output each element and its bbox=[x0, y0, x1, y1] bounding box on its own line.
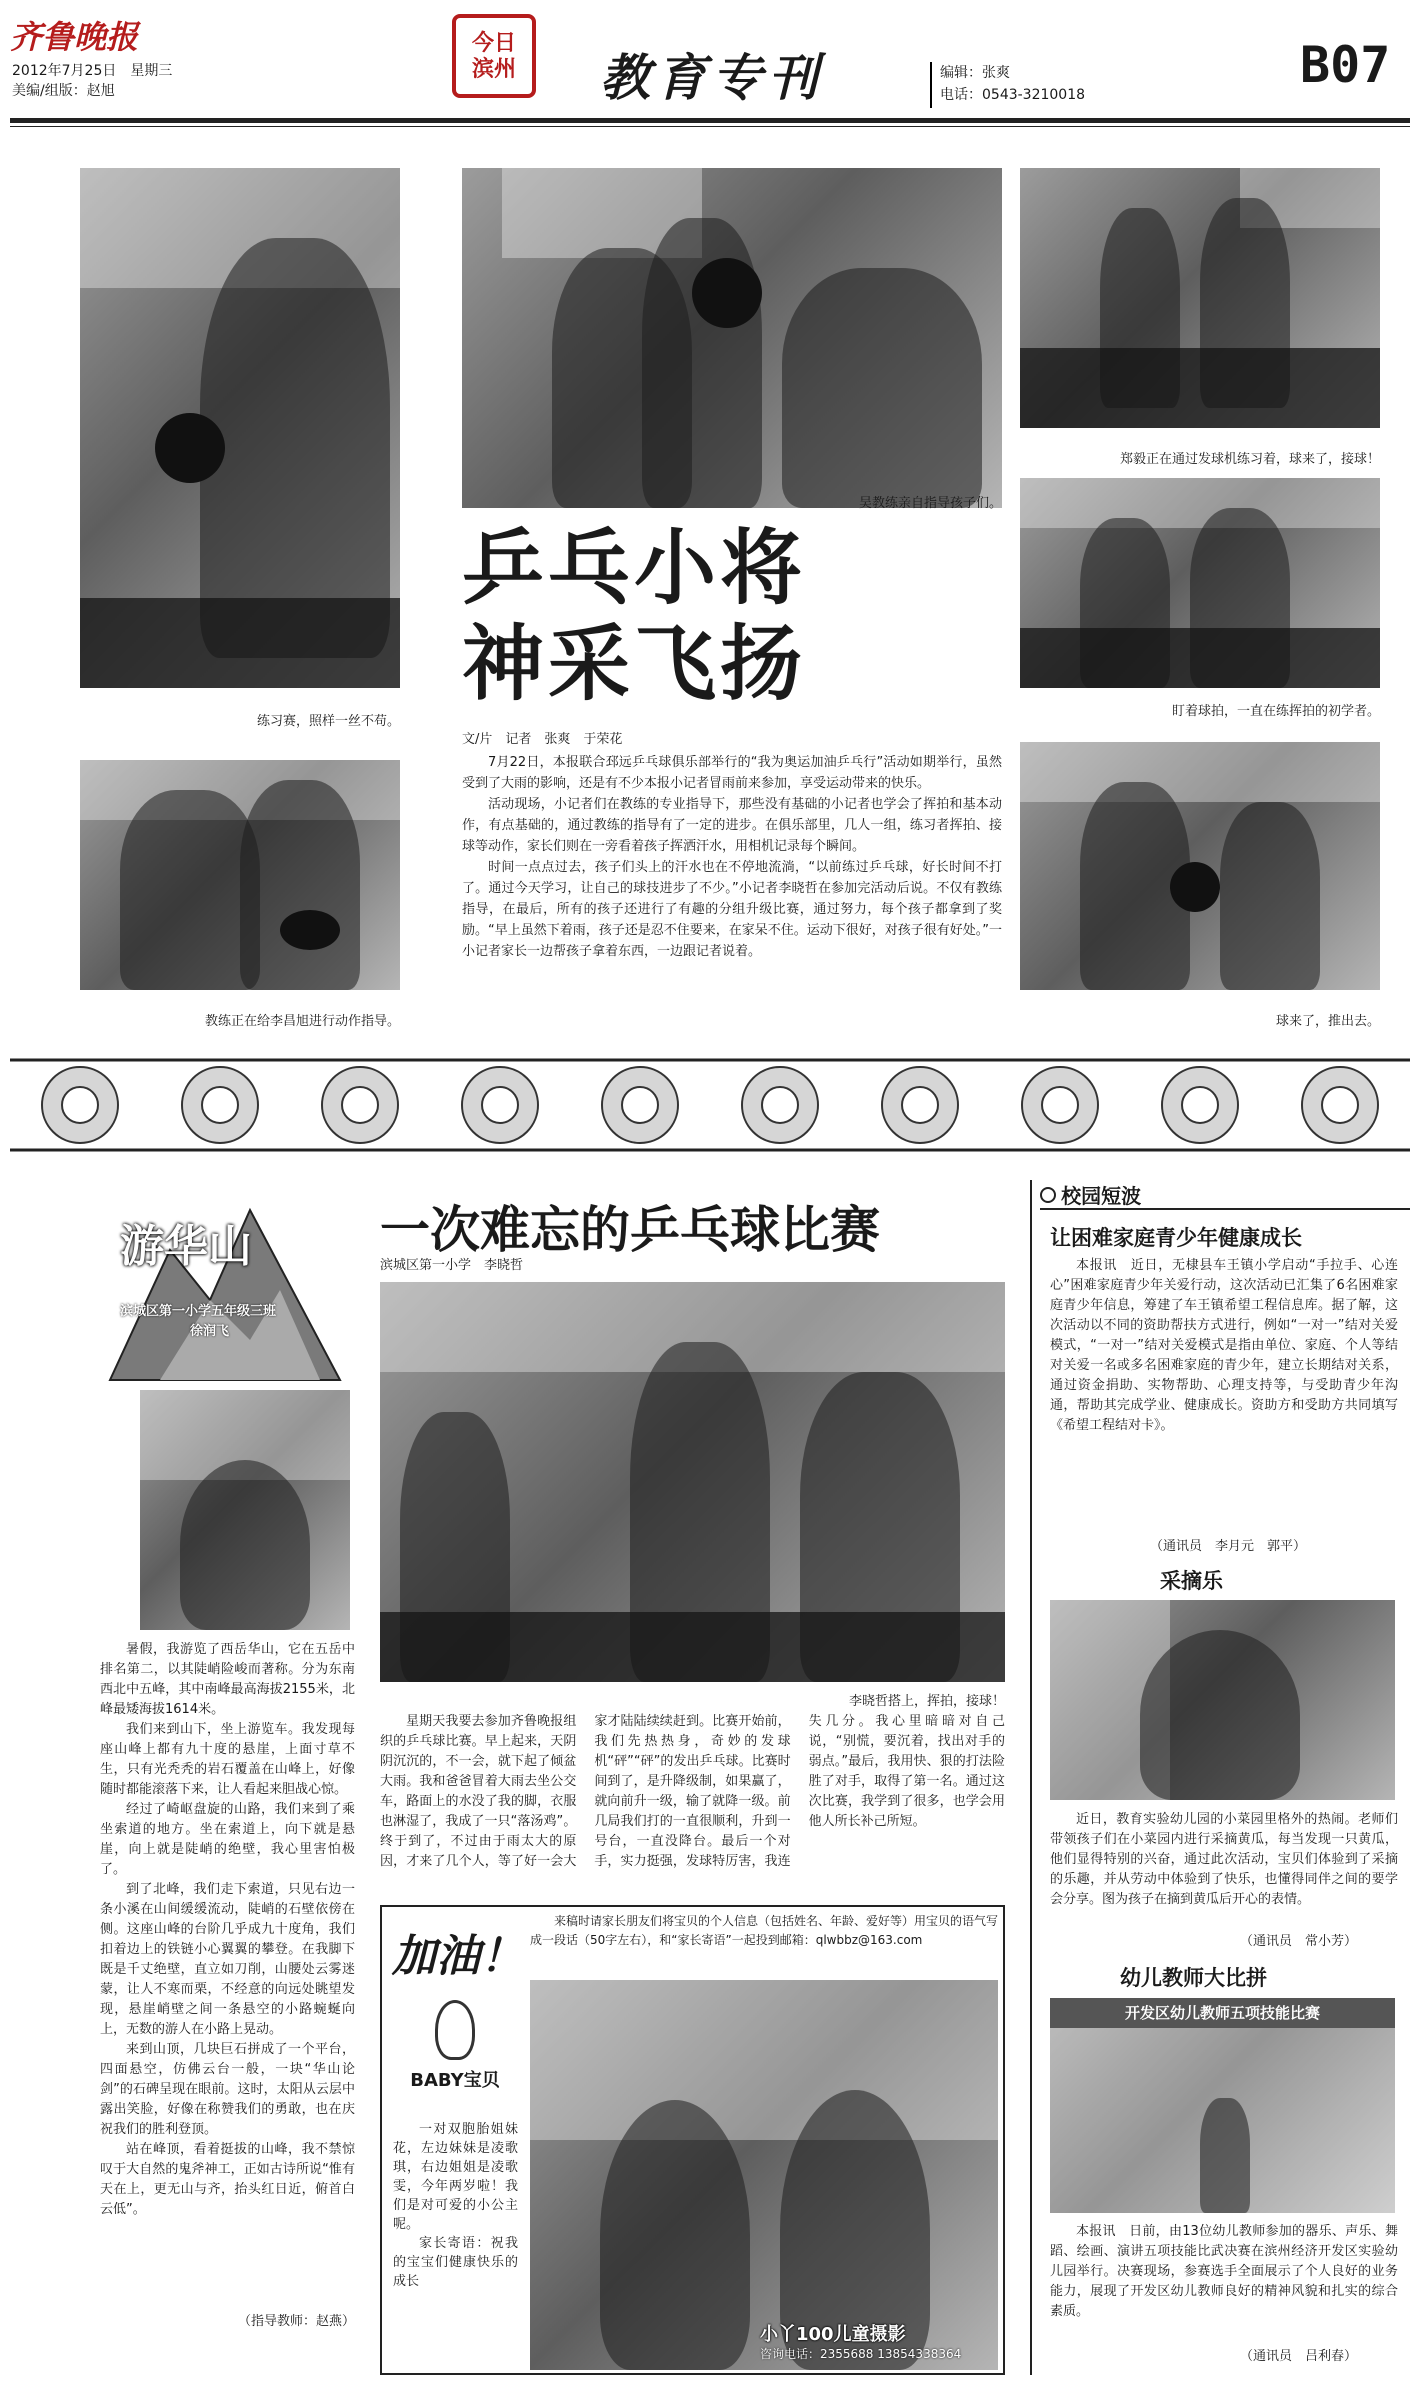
caption-photo4: 盯着球拍，一直在练挥拍的初学者。 bbox=[1171, 704, 1380, 719]
masthead-rule bbox=[10, 118, 1410, 123]
feature-paragraph: 时间一点点过去，孩子们头上的汗水也在不停地流淌，“以前练过乒乓球，好长时间不打了。通过今天学习，让自己的球技进步了不少。”小记者李晓哲在参加完活动后说。不仅有教练指导，在最后，所有的孩子还进行了有趣的分组升级比赛，通过努力，每个孩子都拿到了奖励。“早上虽然下着雨，孩子还是忍不住要来，在家呆不住。运动下很好，对孩子很有好处。”一小记者家长一边帮孩子拿着东西，一边跟记者说着。 bbox=[462, 860, 1002, 959]
essay1-title: 游华山 bbox=[120, 1221, 252, 1272]
paper-name: 齐鲁晚报 bbox=[10, 18, 139, 56]
campus-item3-credit: （通讯员 吕利春） bbox=[1240, 2349, 1358, 2364]
editor-name: 编辑：张爽 bbox=[940, 65, 1010, 81]
masthead-rule-thin bbox=[10, 126, 1410, 127]
photo-practice-boy bbox=[80, 168, 400, 688]
campus-column-title: 校园短波 bbox=[1061, 1184, 1142, 1208]
section-title: 教育专刊 bbox=[600, 48, 824, 107]
baby-parent-message: 家长寄语：祝我的宝宝们健康快乐的成长 bbox=[393, 2236, 518, 2289]
essay1-paragraph: 我们来到山下，坐上游览车。我发现每座山峰上都有九十度的悬崖，上面寸草不生，只有光秃秃的岩石覆盖在山峰上，好像随时都能滚落下来，让人看起来胆战心惊。 bbox=[100, 1722, 355, 1797]
seal-logo bbox=[452, 14, 536, 98]
studio-phone: 咨询电话：2355688 13854338364 bbox=[760, 2347, 962, 2361]
baby-logo bbox=[395, 2000, 515, 2110]
caption-photo5: 教练正在给李昌旭进行动作指导。 bbox=[204, 1014, 400, 1029]
essay2-title: 一次难忘的乒乓球比赛 bbox=[380, 1200, 880, 1259]
essay1-body bbox=[100, 1640, 355, 2220]
essay2-photo-caption: 李晓哲搭上，挥拍，接球！ bbox=[848, 1694, 1005, 1709]
baby-desc-text: 一对双胞胎姐妹花，左边妹妹是凌歌琪，右边姐姐是凌歌雯，今年两岁啦！我们是对可爱的小公主呢。 bbox=[393, 2122, 518, 2232]
campus-item3-title: 幼儿教师大比拼 bbox=[1120, 1965, 1267, 1990]
photo-match-kids bbox=[380, 1282, 1005, 1682]
page-number: B07 bbox=[1300, 36, 1391, 94]
essay1-teacher: （指导教师：赵燕） bbox=[237, 2314, 355, 2329]
essay1-paragraph: 到了北峰，我们走下索道，只见右边一条小溪在山间缓缓流动，陡峭的石壁依傍在侧。这座山峰的台阶几乎成九十度角，我们扣着边上的铁链小心翼翼的攀登。在我脚下既是千丈绝壁，直立如刀削，山腰处云雾迷蒙，让人不寒而栗，不经意的向远处眺望发现，悬崖峭壁之间一条悬空的小路蜿蜒向上，无数的游人在小路上晃动。 bbox=[100, 1882, 355, 2037]
issue-date: 2012年7月25日 星期三 bbox=[12, 63, 173, 79]
baby-description bbox=[393, 2120, 518, 2291]
campus-item2-text: 近日，教育实验幼儿园的小菜园里格外的热闹。老师们带领孩子们在小菜园内进行采摘黄瓜，每当发现一只黄瓜，他们显得特别的兴奋，通过此次活动，宝贝们体验到了采摘的乐趣，并从劳动中体验到了快乐，也懂得同伴之间的要学会分享。图为孩子在摘到黄瓜后开心的表情。 bbox=[1050, 1812, 1398, 1907]
essay2-text: 星期天我要去参加齐鲁晚报组织的乒乓球比赛。早上起来，天阴阴沉沉的，不一会，就下起了倾盆大雨。我和爸爸冒着大雨去坐公交车，路面上的水没了我的脚，衣服也淋湿了，我成了一只“落汤鸡”。终于到了，不过由于雨太大的原因，才来了几个人，等了好一会大家才陆陆续续赶到。比赛开始前，我们先热热身，奇妙的发球机“砰”“砰”的发出乒乓球。比赛时间到了，是升降级制，如果赢了，就向前升一级，输了就降一级。前几局我们打的一直很顺利，升到一号台，一直没降台。最后一个对手，实力挺强，发球特厉害，我连失几分。我心里暗暗对自己说，“别慌，要沉着，找出对手的弱点。”最后，我用快、狠的打法险胜了对手，取得了第一名。通过这次比赛，我学到了很多，也学会用他人所长补己所短。 bbox=[380, 1714, 1005, 1869]
photo-coach-guidance bbox=[462, 168, 1002, 508]
essay1-paragraph: 经过了崎岖盘旋的山路，我们来到了乘坐索道的地方。坐在索道上，向下就是悬崖，向上就是陡峭的绝壁，我心里害怕极了。 bbox=[100, 1802, 355, 1877]
essay1-paragraph: 来到山顶，几块巨石拼成了一个平台，四面悬空，仿佛云台一般，一块“华山论剑”的石碑呈现在眼前。这时，太阳从云层中露出笑脸，好像在称赞我们的勇敢，也在庆祝我们的胜利登顶。 bbox=[100, 2042, 355, 2137]
contest-banner: 开发区幼儿教师五项技能比赛 bbox=[1050, 1998, 1395, 2028]
jiayou-heading: 加油！ bbox=[392, 1931, 524, 1982]
photo-author-portrait bbox=[140, 1390, 350, 1630]
campus-item3-text: 本报讯 日前，由13位幼儿教师参加的器乐、声乐、舞蹈、绘画、演讲五项技能比武决赛在滨州经济开发区实验幼儿园举行。决赛现场，参赛选手全面展示了个人良好的业务能力，展现了开发区幼儿教师良好的精神风貌和扎实的综合素质。 bbox=[1050, 2224, 1398, 2319]
photo-picking-boy bbox=[1050, 1600, 1395, 1800]
editor-box bbox=[930, 62, 1140, 108]
feature-paragraph: 7月22日，本报联合邳远乒乓球俱乐部举行的“我为奥运加油乒乓行”活动如期举行，虽然受到了大雨的影响，还是有不少本报小记者冒雨前来参加，享受运动带来的快乐。 bbox=[462, 755, 1002, 791]
essay1-paragraph: 暑假，我游览了西岳华山，它在五岳中排名第二，以其陡峭险峻而著称。分为东南西北中五峰，其中南峰最高海拔2155米，北峰最矮海拔1614米。 bbox=[100, 1642, 355, 1717]
seal-text: 今日滨州 bbox=[471, 30, 516, 82]
essay2-byline: 滨城区第一小学 李晓哲 bbox=[380, 1258, 524, 1273]
essay1-author: 徐润飞 bbox=[190, 1324, 230, 1339]
campus-item1-text: 本报讯 近日，无棣县车王镇小学启动“手拉手、心连心”困难家庭青少年关爱行动，这次活动已汇集了6名困难家庭青少年信息，筹建了车王镇希望工程信息库。据了解，这次活动以不同的资助帮扶方式进行，例如“一对一”结对关爱模式，“一对一”结对关爱模式是指由单位、家庭、个人等结对关爱一名或多名困难家庭的青少年，建立长期结对关系，通过资金捐助、实物帮助、心理支持等，与受助青少年沟通，帮助其完成学业、健康成长。资助方和受助方共同填写《希望工程结对卡》。 bbox=[1050, 1258, 1398, 1433]
photo-coach-correction bbox=[80, 760, 400, 990]
bunny-icon bbox=[435, 2000, 475, 2060]
campus-item2-body bbox=[1050, 1810, 1398, 1910]
photo-beginner bbox=[1020, 478, 1380, 688]
campus-item1-credit: （通讯员 李月元 郭平） bbox=[1150, 1539, 1307, 1554]
decorative-cloud-band bbox=[10, 1040, 1410, 1170]
baby-invite: 来稿时请家长朋友们将宝贝的个人信息（包括姓名、年龄、爱好等）用宝贝的语气写成一段话（50字左右），和“家长寄语”一起投到邮箱：qlwbbz@163.com bbox=[530, 1914, 999, 1947]
essay1-paragraph: 站在峰顶，看着挺拔的山峰，我不禁惊叹于大自然的鬼斧神工，正如古诗所说“惟有天在上，更无山与齐，抬头红日近，俯首白云低”。 bbox=[100, 2142, 355, 2217]
caption-photo1: 练习赛，照样一丝不苟。 bbox=[256, 714, 400, 729]
campus-item1-body bbox=[1050, 1256, 1398, 1436]
studio-name: 小丫100儿童摄影 bbox=[760, 2324, 906, 2345]
flower-icon bbox=[1040, 1187, 1056, 1203]
caption-photo2: 吴教练亲自指导孩子们。 bbox=[858, 496, 1002, 511]
headline-line2: 神采飞扬 bbox=[462, 616, 807, 712]
campus-column-heading bbox=[1040, 1180, 1410, 1210]
campus-item1-title: 让困难家庭青少年健康成长 bbox=[1050, 1225, 1302, 1250]
essay2-body bbox=[380, 1712, 1005, 1892]
editor-phone: 电话：0543-3210018 bbox=[940, 87, 1086, 103]
feature-article bbox=[462, 752, 1002, 962]
photo-push-ball bbox=[1020, 742, 1380, 990]
photo-serve-machine bbox=[1020, 168, 1380, 428]
layout-editor: 美编/组版：赵旭 bbox=[12, 83, 115, 99]
feature-headline bbox=[462, 520, 1002, 712]
campus-item2-credit: （通讯员 常小芳） bbox=[1240, 1934, 1358, 1949]
campus-item3-body bbox=[1050, 2222, 1398, 2322]
feature-paragraph: 活动现场，小记者们在教练的专业指导下，那些没有基础的小记者也学会了挥拍和基本动作，有点基础的，通过教练的指导有了一定的进步。在俱乐部里，几人一组，练习者挥拍、接球等动作，家长们则在一旁看着孩子挥洒汗水，用相机记录每个瞬间。 bbox=[462, 797, 1002, 854]
campus-item2-title: 采摘乐 bbox=[1160, 1568, 1223, 1593]
column-divider bbox=[1030, 1180, 1032, 2375]
photo-twin-girls bbox=[530, 1980, 998, 2370]
essay1-school: 滨城区第一小学五年级三班 bbox=[120, 1304, 277, 1319]
caption-photo6: 球来了，推出去。 bbox=[1275, 1014, 1380, 1029]
photo-teacher-contest bbox=[1050, 1998, 1395, 2213]
caption-photo3: 郑毅正在通过发球机练习着，球来了，接球！ bbox=[1119, 452, 1380, 467]
feature-byline: 文/片 记者 张爽 于荣花 bbox=[462, 732, 623, 747]
baby-logo-text: BABY宝贝 bbox=[410, 2070, 500, 2091]
headline-line1: 乒乓小将 bbox=[462, 520, 807, 616]
